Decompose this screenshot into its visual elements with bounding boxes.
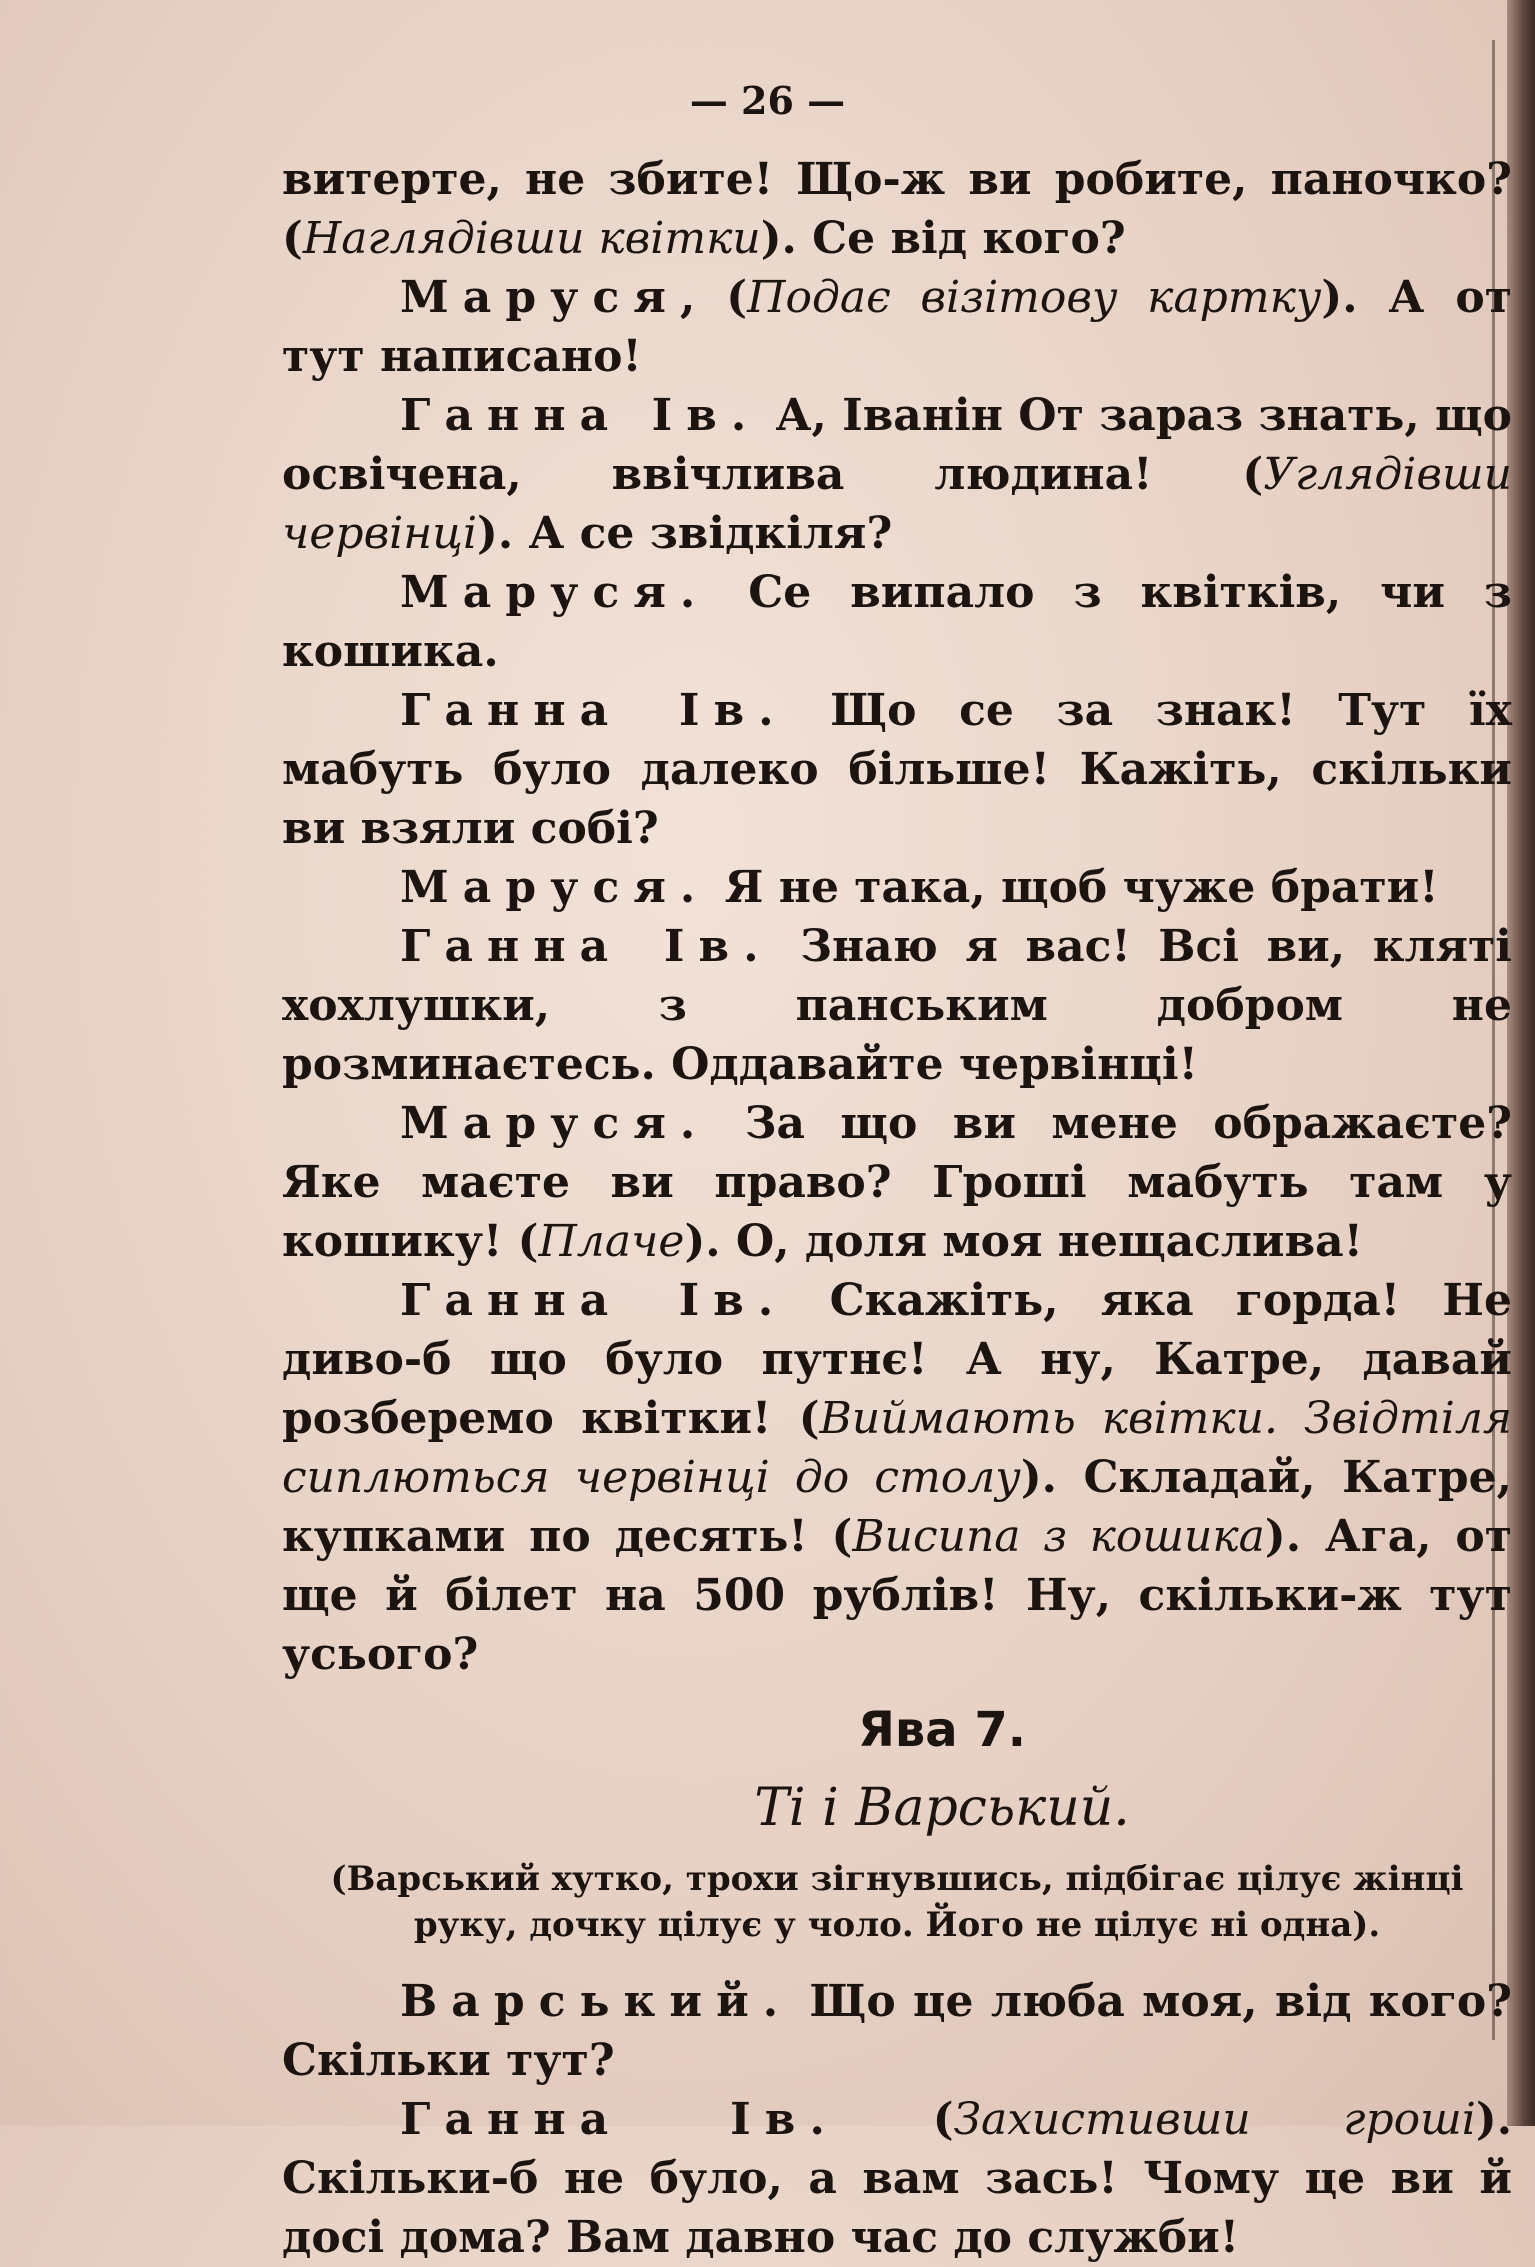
speaker-name: Ганна Ів.	[400, 1275, 788, 1326]
dialogue-paragraph	[282, 1094, 1512, 1271]
dialogue-text: витерте, не збите! Що-ж ви робите, паночко? (	[282, 154, 1512, 264]
dialogue-paragraph	[282, 681, 1512, 858]
dialogue-text: (	[838, 2094, 954, 2145]
speaker-name: Ганна Ів.	[400, 2094, 839, 2145]
dialogue-text: ). Складай, Катре, купками по десять! (	[282, 1452, 1512, 1562]
dialogue-text: ). А се звідкіля?	[477, 508, 893, 559]
page-text	[282, 150, 1512, 2267]
dialogue-text: Знаю я вас! Всі ви, кляті хохлушки, з панським добром не розминаєтесь. Оддавайте червінці!	[282, 921, 1512, 1090]
dialogue-block-before	[282, 150, 1512, 1684]
stage-remark: Плаче	[538, 1216, 685, 1267]
speaker-name: Ганна Ів.	[400, 685, 788, 736]
dialogue-text: ). Скільки-б не було, а вам зась! Чому це ви й досі дома? Вам давно час до служби!	[282, 2094, 1513, 2263]
speaker-name: Маруся.	[400, 567, 710, 618]
dialogue-text: ). О, доля моя нещаслива!	[684, 1216, 1363, 1267]
dialogue-text: Що це люба моя, від кого? Скільки тут?	[282, 1976, 1512, 2086]
dialogue-text: Се випало з квітків, чи з кошика.	[282, 567, 1512, 677]
dialogue-block-after	[282, 1972, 1512, 2267]
dialogue-paragraph	[282, 1972, 1512, 2090]
dialogue-paragraph	[282, 150, 1512, 268]
dialogue-text: , (	[679, 272, 748, 323]
speaker-name: Маруся.	[400, 1098, 710, 1149]
speaker-name: Ганна Ів.	[400, 921, 773, 972]
scene-subheading: Ті і Варський.	[754, 1778, 1130, 1838]
dialogue-paragraph	[282, 386, 1512, 563]
speaker-name: Варський.	[400, 1976, 793, 2027]
stage-remark: Виймають квітки. Звідтіля сиплються червінці до столу	[282, 1393, 1512, 1503]
dialogue-text: Що се за знак! Тут їх мабуть було далеко більше! Кажіть, скільки ви взяли собі?	[282, 685, 1513, 854]
speaker-name: Маруся	[400, 272, 680, 323]
dialogue-text: За що ви мене ображаєте? Яке маєте ви право? Гроші мабуть там у кошику! (	[282, 1098, 1512, 1267]
stage-remark: Подає візітову картку	[747, 272, 1322, 323]
dialogue-text: А, Іванін От зараз знать, що освічена, ввічлива людина! (	[282, 390, 1512, 500]
dialogue-paragraph	[282, 563, 1512, 681]
speaker-name: Маруся.	[400, 862, 710, 913]
page-number: — 26 —	[689, 78, 846, 123]
dialogue-text: ). А от тут написано!	[282, 272, 1512, 382]
dialogue-text: Я не така, щоб чуже брати!	[709, 862, 1439, 913]
stage-remark: Наглядівши квітки	[302, 213, 761, 264]
dialogue-paragraph	[282, 268, 1512, 386]
speaker-name: Ганна Ів.	[400, 390, 761, 441]
dialogue-text: ). Се від кого?	[760, 213, 1126, 264]
scene-heading: Ява 7.	[857, 1702, 1027, 1758]
stage-remark: Висипа з кошика	[852, 1511, 1265, 1562]
dialogue-paragraph	[282, 1271, 1512, 1684]
stage-remark: Углядівши червінці	[282, 449, 1512, 559]
dialogue-paragraph	[282, 917, 1512, 1094]
dialogue-paragraph	[282, 858, 1512, 917]
dialogue-text: ). Ага, от ще й білет на 500 рублів! Ну, скільки-ж тут усього?	[282, 1511, 1512, 1680]
dialogue-text: Скажіть, яка горда! Не диво-б що було путнє! А ну, Катре, давай розберемо квітки! (	[282, 1275, 1512, 1444]
stage-remark: Захистивши гроші	[953, 2094, 1476, 2145]
dialogue-paragraph	[282, 2090, 1512, 2267]
stage-direction: (Варський хутко, трохи зігнувшись, підбігає цілує жінці руку, дочку цілує у чоло. Його не цілує ні одна).	[330, 1859, 1464, 1945]
